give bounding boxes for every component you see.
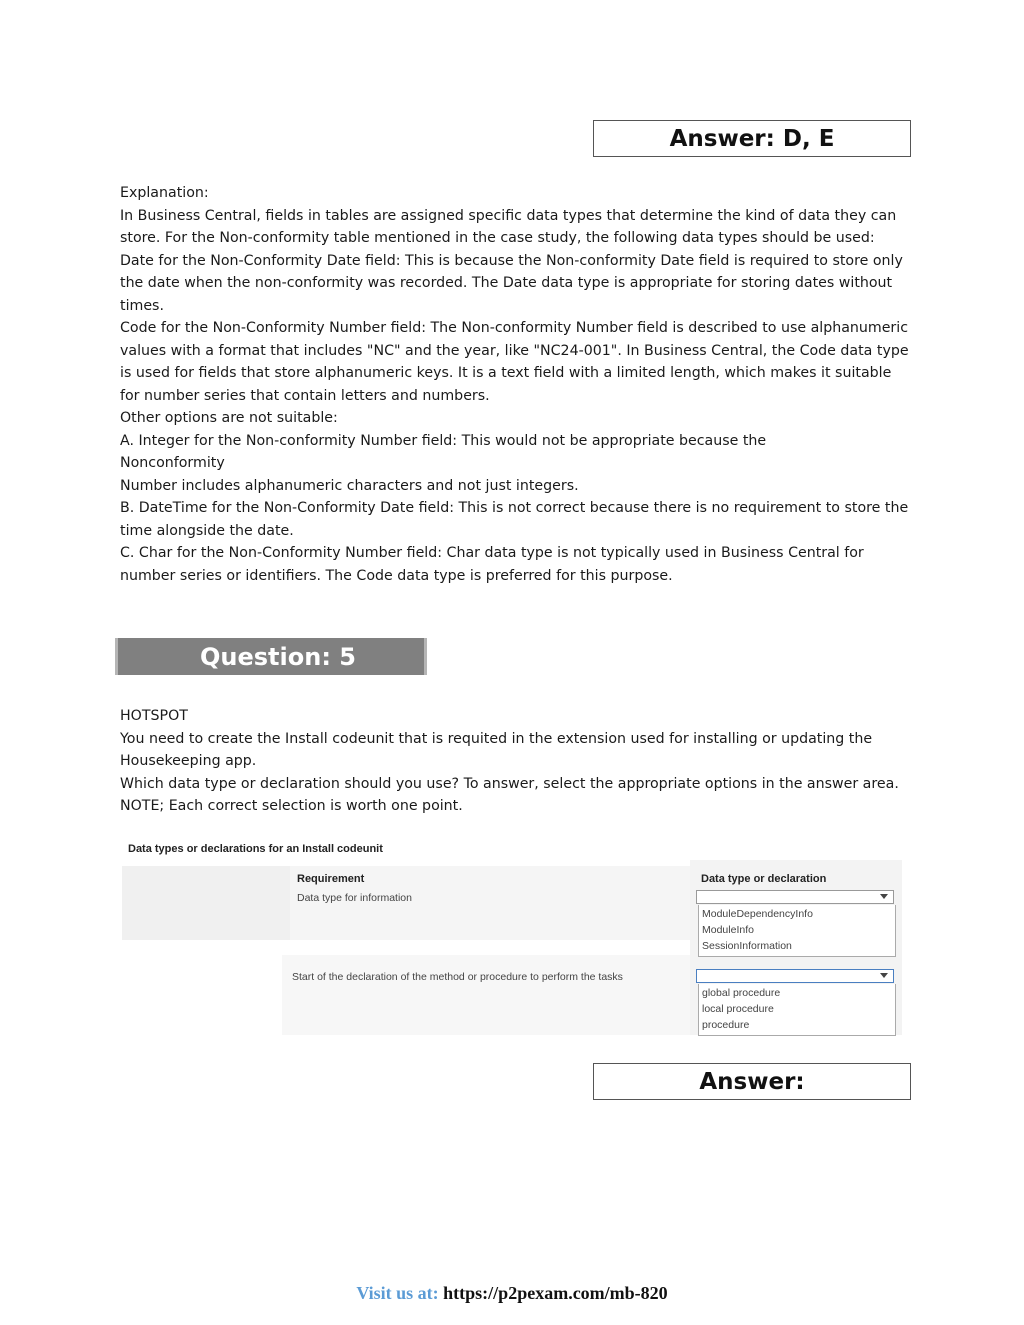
answer-box xyxy=(593,120,911,157)
hotspot-background xyxy=(282,955,690,1035)
hotspot-image xyxy=(122,840,902,1035)
explanation-line: B. DateTime for the Non-Conformity Date field: This is not correct because there is no requirement to store the time alongside the date. xyxy=(120,500,909,539)
explanation-line: Number includes alphanumeric characters and not just integers. xyxy=(120,477,579,494)
footer xyxy=(0,1283,1024,1304)
requirement-data-type: Data type for information xyxy=(297,892,412,904)
question-line: Which data type or declaration should you use? To answer, select the appropriate options in the answer area. xyxy=(120,775,899,792)
requirement-declaration: Start of the declaration of the method or procedure to perform the tasks xyxy=(292,971,623,983)
dropdown-option[interactable]: global procedure xyxy=(702,987,781,999)
explanation-line: C. Char for the Non-Conformity Number field: Char data type is not typically used in Business Central for number series or identifiers. The Code data type is preferred for this purpose. xyxy=(120,545,864,584)
question-text xyxy=(120,705,910,818)
dropdown-option[interactable]: local procedure xyxy=(702,1003,774,1015)
explanation-line: Explanation: xyxy=(120,185,209,201)
explanation-section xyxy=(120,182,910,587)
explanation-line: Code for the Non-Conformity Number field: The Non-conformity Number field is described to use alphanumeric values with a format that includes "NC" and the year, like "NC24-001". In Business Central, the Code data type is used for fields that store alphanumeric keys. It is a text field with a limited length, which makes it suitable for number series that contain letters and numbers. xyxy=(120,320,909,404)
dropdown-option[interactable]: procedure xyxy=(702,1019,750,1031)
data-type-options xyxy=(698,905,896,957)
question-banner xyxy=(115,638,427,675)
chevron-down-icon xyxy=(880,973,888,978)
explanation-line: Date for the Non-Conformity Date field: This is because the Non-conformity Date field is required to store only the date when the non-conformity was recorded. The Date data type is appropriate for storing dates without times. xyxy=(120,252,903,314)
dropdown-option[interactable]: ModuleDependencyInfo xyxy=(702,908,813,920)
chevron-down-icon xyxy=(880,894,888,899)
data-type-dropdown[interactable] xyxy=(696,890,894,904)
answer-label: Answer: xyxy=(699,1068,805,1095)
hotspot-background xyxy=(122,866,290,940)
explanation-line: A. Integer for the Non-conformity Number field: This would not be appropriate because the xyxy=(120,432,767,449)
declaration-options xyxy=(698,984,896,1036)
answer-label: Answer: D, E xyxy=(669,125,835,152)
explanation-line: In Business Central, fields in tables are assigned specific data types that determine the kind of data they can store. For the Non-conformity table mentioned in the case study, the following data types should be used: xyxy=(120,207,897,246)
question-label: Question: 5 xyxy=(200,642,356,671)
footer-url[interactable]: https://p2pexam.com/mb-820 xyxy=(443,1283,668,1303)
data-type-header: Data type or declaration xyxy=(701,873,827,885)
requirement-header: Requirement xyxy=(297,873,365,885)
declaration-dropdown[interactable] xyxy=(696,969,894,983)
question-line: You need to create the Install codeunit that is requited in the extension used for installing or updating the Housekeeping app. xyxy=(120,730,873,769)
dropdown-option[interactable]: ModuleInfo xyxy=(702,924,754,936)
explanation-line: Nonconformity xyxy=(120,455,225,471)
question-line: HOTSPOT xyxy=(120,708,188,724)
footer-visit-label: Visit us at: xyxy=(356,1283,439,1303)
question-line: NOTE; Each correct selection is worth one point. xyxy=(120,798,463,814)
hotspot-title: Data types or declarations for an Install codeunit xyxy=(128,843,383,855)
explanation-line: Other options are not suitable: xyxy=(120,410,338,426)
answer-box xyxy=(593,1063,911,1100)
dropdown-option[interactable]: SessionInformation xyxy=(702,940,792,952)
